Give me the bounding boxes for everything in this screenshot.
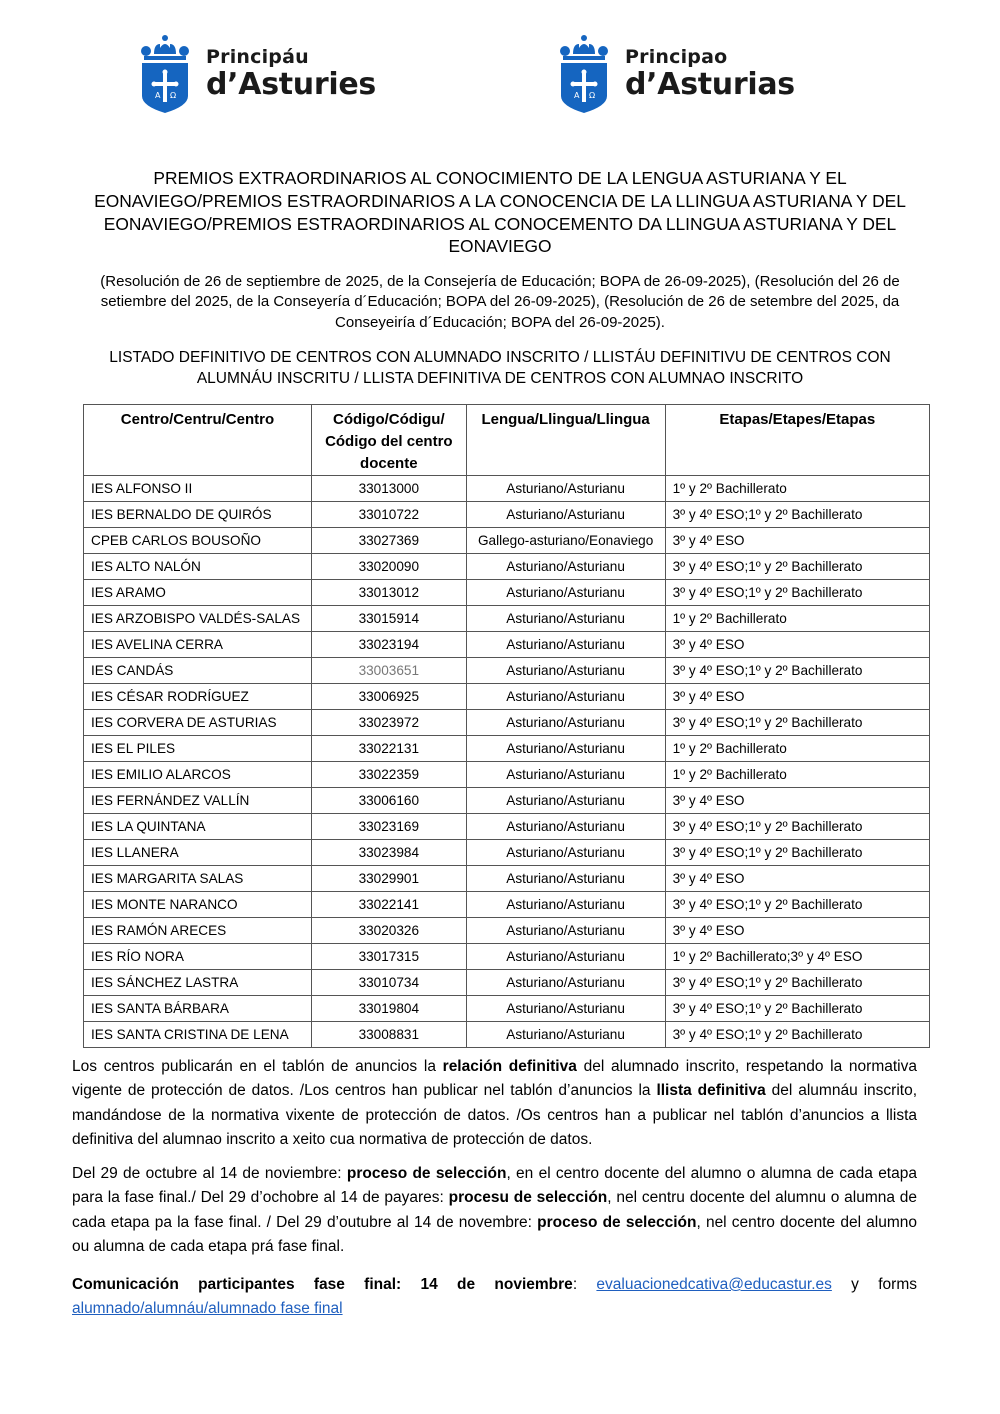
cell-lengua: Asturiano/Asturianu — [466, 944, 665, 970]
cell-codigo: 33017315 — [311, 944, 466, 970]
cell-lengua: Asturiano/Asturianu — [466, 1022, 665, 1048]
cell-lengua: Asturiano/Asturianu — [466, 658, 665, 684]
bold-text: proceso de selección — [537, 1213, 697, 1231]
cell-centro: IES AVELINA CERRA — [84, 632, 312, 658]
cell-lengua: Asturiano/Asturianu — [466, 554, 665, 580]
cell-lengua: Asturiano/Asturianu — [466, 866, 665, 892]
cell-codigo: 33006160 — [311, 788, 466, 814]
cell-centro: IES MARGARITA SALAS — [84, 866, 312, 892]
cell-centro: CPEB CARLOS BOUSOÑO — [84, 528, 312, 554]
table-row — [84, 944, 930, 970]
cell-centro: IES ALFONSO II — [84, 476, 312, 502]
cell-etapas: 3º y 4º ESO — [665, 918, 929, 944]
cell-codigo: 33008831 — [311, 1022, 466, 1048]
table-row — [84, 970, 930, 996]
cell-etapas: 3º y 4º ESO;1º y 2º Bachillerato — [665, 996, 929, 1022]
bold-text: procesu de selección — [448, 1189, 608, 1207]
logo-principau-dasturies — [140, 34, 376, 114]
cell-centro: IES EMILIO ALARCOS — [84, 762, 312, 788]
cell-lengua: Asturiano/Asturianu — [466, 736, 665, 762]
header-lengua: Lengua/Llingua/Llingua — [466, 405, 665, 476]
cell-codigo: 33029901 — [311, 866, 466, 892]
text: : — [572, 1276, 597, 1293]
table-row — [84, 996, 930, 1022]
table-row — [84, 814, 930, 840]
table-row — [84, 866, 930, 892]
cell-lengua: Asturiano/Asturianu — [466, 840, 665, 866]
cell-lengua: Asturiano/Asturianu — [466, 476, 665, 502]
cell-centro: IES FERNÁNDEZ VALLÍN — [84, 788, 312, 814]
cell-etapas: 3º y 4º ESO;1º y 2º Bachillerato — [665, 1022, 929, 1048]
table-header-row — [84, 405, 930, 476]
cell-etapas: 3º y 4º ESO;1º y 2º Bachillerato — [665, 580, 929, 606]
cell-codigo: 33027369 — [311, 528, 466, 554]
selection-process-notice — [72, 1162, 917, 1260]
cell-etapas: 3º y 4º ESO — [665, 632, 929, 658]
table-row — [84, 684, 930, 710]
cell-lengua: Asturiano/Asturianu — [466, 918, 665, 944]
cell-codigo: 33015914 — [311, 606, 466, 632]
cell-codigo: 33022141 — [311, 892, 466, 918]
header-centro: Centro/Centru/Centro — [84, 405, 312, 476]
final-phase-communication — [72, 1273, 917, 1322]
asturias-shield-icon — [559, 34, 609, 114]
text: y forms — [831, 1276, 917, 1293]
cell-etapas: 3º y 4º ESO — [665, 528, 929, 554]
cell-centro: IES ARAMO — [84, 580, 312, 606]
cell-codigo: 33020326 — [311, 918, 466, 944]
table-row — [84, 736, 930, 762]
cell-lengua: Asturiano/Asturianu — [466, 684, 665, 710]
cell-etapas: 3º y 4º ESO;1º y 2º Bachillerato — [665, 892, 929, 918]
cell-centro: IES RAMÓN ARECES — [84, 918, 312, 944]
cell-centro: IES ARZOBISPO VALDÉS-SALAS — [84, 606, 312, 632]
text: Los centros publicarán en el tablón de anuncios la — [72, 1058, 443, 1075]
cell-lengua: Gallego-asturiano/Eonaviego — [466, 528, 665, 554]
cell-etapas: 3º y 4º ESO;1º y 2º Bachillerato — [665, 554, 929, 580]
cell-lengua: Asturiano/Asturianu — [466, 606, 665, 632]
cell-etapas: 3º y 4º ESO — [665, 684, 929, 710]
cell-codigo: 33013012 — [311, 580, 466, 606]
logo-line-2: d’Asturies — [206, 67, 376, 102]
table-row — [84, 554, 930, 580]
cell-codigo: 33010722 — [311, 502, 466, 528]
logo-principao-dasturias — [559, 34, 795, 114]
table-row — [84, 658, 930, 684]
cell-centro: IES ALTO NALÓN — [84, 554, 312, 580]
table-row — [84, 892, 930, 918]
cell-lengua: Asturiano/Asturianu — [466, 632, 665, 658]
header-codigo: Código/Códigu/ Código del centro docente — [311, 405, 466, 476]
bold-text: Comunicación participantes fase final: 14 de noviembre — [72, 1276, 573, 1293]
cell-centro: IES SANTA BÁRBARA — [84, 996, 312, 1022]
header-etapas: Etapas/Etapes/Etapas — [665, 405, 929, 476]
text: , en el centro docente del alumno o alumna de cada etapa para la fase final./ Del 29 d’ochobre al 14 de payares: — [72, 1165, 917, 1207]
cell-codigo: 33003651 — [311, 658, 466, 684]
logo-line-1: Principáu — [206, 46, 309, 68]
cell-codigo: 33023984 — [311, 840, 466, 866]
cell-codigo: 33023169 — [311, 814, 466, 840]
cell-etapas: 1º y 2º Bachillerato — [665, 476, 929, 502]
cell-codigo: 33022359 — [311, 762, 466, 788]
table-body — [84, 476, 930, 1048]
forms-link[interactable]: alumnado/alumnáu/alumnado fase final — [72, 1300, 343, 1318]
cell-codigo: 33020090 — [311, 554, 466, 580]
bold-text: proceso de selección — [346, 1165, 507, 1182]
table-row — [84, 840, 930, 866]
svg-text:Ω: Ω — [589, 91, 596, 100]
svg-text:A: A — [155, 91, 161, 100]
cell-codigo: 33019804 — [311, 996, 466, 1022]
table-row — [84, 606, 930, 632]
cell-lengua: Asturiano/Asturianu — [466, 814, 665, 840]
cell-centro: IES RÍO NORA — [84, 944, 312, 970]
cell-etapas: 3º y 4º ESO;1º y 2º Bachillerato — [665, 502, 929, 528]
cell-codigo: 33022131 — [311, 736, 466, 762]
cell-etapas: 1º y 2º Bachillerato — [665, 762, 929, 788]
bold-text: llista definitiva — [656, 1082, 766, 1100]
email-link[interactable]: evaluacionedcativa@educastur.es — [596, 1276, 832, 1293]
logo-line-1: Principao — [625, 46, 728, 68]
cell-centro: IES LA QUINTANA — [84, 814, 312, 840]
text: Del 29 de octubre al 14 de noviembre: — [72, 1165, 347, 1182]
publication-notice — [72, 1055, 917, 1153]
cell-centro: IES BERNALDO DE QUIRÓS — [84, 502, 312, 528]
table-row — [84, 476, 930, 502]
cell-etapas: 3º y 4º ESO;1º y 2º Bachillerato — [665, 814, 929, 840]
cell-etapas: 3º y 4º ESO — [665, 788, 929, 814]
svg-text:A: A — [574, 91, 580, 100]
cell-etapas: 1º y 2º Bachillerato — [665, 606, 929, 632]
cell-lengua: Asturiano/Asturianu — [466, 970, 665, 996]
text: del alumnado inscrito, respetando la normativa vigente de protección de datos. /Los centros han publicar nel tablón d’anuncios la — [72, 1058, 917, 1100]
cell-centro: IES SÁNCHEZ LASTRA — [84, 970, 312, 996]
cell-etapas: 3º y 4º ESO;1º y 2º Bachillerato — [665, 840, 929, 866]
table-row — [84, 788, 930, 814]
cell-centro: IES LLANERA — [84, 840, 312, 866]
cell-codigo: 33023194 — [311, 632, 466, 658]
cell-codigo: 33010734 — [311, 970, 466, 996]
svg-text:Ω: Ω — [170, 91, 177, 100]
cell-lengua: Asturiano/Asturianu — [466, 710, 665, 736]
bold-text: relación definitiva — [442, 1058, 577, 1075]
cell-lengua: Asturiano/Asturianu — [466, 502, 665, 528]
table-row — [84, 502, 930, 528]
table-row — [84, 632, 930, 658]
table-row — [84, 710, 930, 736]
logo-line-2: d’Asturias — [625, 67, 795, 102]
text: , nel centru docente del alumnu o alumna de cada etapa pa la fase final. / Del 29 d’outubre al 14 de novembre: — [72, 1189, 917, 1231]
cell-lengua: Asturiano/Asturianu — [466, 996, 665, 1022]
cell-etapas: 1º y 2º Bachillerato;3º y 4º ESO — [665, 944, 929, 970]
cell-etapas: 3º y 4º ESO;1º y 2º Bachillerato — [665, 970, 929, 996]
table-row — [84, 918, 930, 944]
text: , nel centro docente del alumno ou alumna de cada etapa prá fase final. — [72, 1213, 918, 1256]
cell-centro: IES SANTA CRISTINA DE LENA — [84, 1022, 312, 1048]
cell-etapas: 3º y 4º ESO — [665, 866, 929, 892]
table-row — [84, 762, 930, 788]
text: del alumnáu inscrito, mandándose de la normativa vixente de protección de datos. /Os centros han a publicar nel tablón d’anuncios a llista definitiva del alumnao inscrito a xeito cua normativa de protección de datos. — [72, 1082, 918, 1149]
listing-heading: LISTADO DEFINITIVO DE CENTROS CON ALUMNADO INSCRITO / LLISTÁU DEFINITIVU DE CENTROS CON ALUMNÁU INSCRITU / LLISTA DEFINITIVA DE CENTROS CON ALUMNAO INSCRITO — [109, 349, 891, 387]
centers-table — [83, 404, 930, 1048]
cell-lengua: Asturiano/Asturianu — [466, 762, 665, 788]
cell-codigo: 33023972 — [311, 710, 466, 736]
cell-centro: IES CANDÁS — [84, 658, 312, 684]
cell-lengua: Asturiano/Asturianu — [466, 892, 665, 918]
cell-centro: IES CORVERA DE ASTURIAS — [84, 710, 312, 736]
asturias-shield-icon — [140, 34, 190, 114]
cell-codigo: 33006925 — [311, 684, 466, 710]
document-title: PREMIOS EXTRAORDINARIOS AL CONOCIMIENTO DE LA LENGUA ASTURIANA Y EL EONAVIEGO/PREMIOS ESTRAORDINARIOS A LA CONOCENCIA DE LA LLINGUA ASTURIANA Y DEL EONAVIEGO/PREMIOS ESTRAORDINARIOS AL CONOCEMENTO DA LLINGUA ASTURIANA Y DEL EONAVIEGO — [94, 168, 906, 257]
cell-etapas: 3º y 4º ESO;1º y 2º Bachillerato — [665, 710, 929, 736]
cell-centro: IES CÉSAR RODRÍGUEZ — [84, 684, 312, 710]
table-row — [84, 1022, 930, 1048]
table-row — [84, 580, 930, 606]
cell-lengua: Asturiano/Asturianu — [466, 580, 665, 606]
cell-etapas: 3º y 4º ESO;1º y 2º Bachillerato — [665, 658, 929, 684]
cell-etapas: 1º y 2º Bachillerato — [665, 736, 929, 762]
cell-codigo: 33013000 — [311, 476, 466, 502]
table-row — [84, 528, 930, 554]
resolution-reference: (Resolución de 26 de septiembre de 2025, de la Consejería de Educación; BOPA de 26-09-2025), (Resolución del 26 de setiembre del 2025, de la Conseyería d´Educación; BOPA del 26-09-2025), (Resolución de 26 de setembre del 2025, da Conseyeiría d´Educación; BOPA del 26-09-2025). — [100, 273, 900, 331]
cell-centro: IES MONTE NARANCO — [84, 892, 312, 918]
cell-centro: IES EL PILES — [84, 736, 312, 762]
cell-lengua: Asturiano/Asturianu — [466, 788, 665, 814]
